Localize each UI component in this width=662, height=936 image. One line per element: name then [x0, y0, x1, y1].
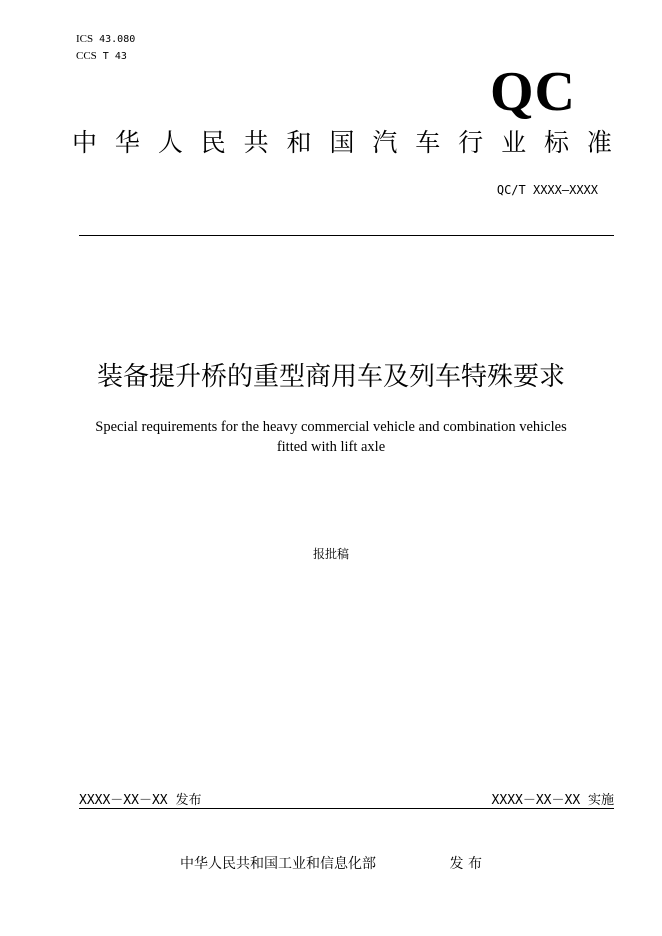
standard-number: QC/T XXXX—XXXX: [496, 183, 598, 197]
document-title-chinese: 装备提升桥的重型商用车及列车特殊要求: [96, 362, 565, 392]
draft-status: 报批稿: [312, 547, 349, 561]
issue-date: XXXX－XX－XX 发布: [79, 793, 202, 808]
org-title-char: 业: [501, 128, 527, 157]
industry-standard-title: [72, 128, 612, 158]
publisher-name: 中华人民共和国工业和信息化部: [180, 856, 376, 872]
org-title-char: 行: [458, 128, 484, 157]
ics-code: 43.080: [99, 34, 136, 45]
document-title-english: [60, 417, 602, 457]
org-title-char: 汽: [372, 128, 398, 157]
implementation-date: XXXX－XX－XX 实施: [491, 793, 614, 808]
org-title-char: 和: [286, 128, 312, 157]
publish-word: 发 布: [449, 856, 482, 872]
org-title-char: 中: [72, 128, 98, 157]
org-title-char: 国: [329, 128, 355, 157]
ics-line: [76, 31, 135, 48]
org-title-char: 车: [415, 128, 441, 157]
title-en-line: Special requirements for the heavy commercial vehicle and combination vehicles: [95, 419, 567, 435]
title-en-line: fitted with lift axle: [276, 439, 386, 455]
ccs-line: [76, 48, 135, 65]
org-title-char: 人: [157, 128, 183, 157]
ics-label: ICS: [76, 33, 94, 45]
org-title-char: 准: [586, 128, 612, 157]
classification-codes: [76, 31, 135, 65]
org-title-char: 共: [243, 128, 269, 157]
org-title-char: 华: [114, 128, 140, 157]
bottom-divider: [79, 808, 614, 809]
ccs-label: CCS: [76, 50, 97, 62]
ccs-code: T 43: [102, 51, 127, 62]
qc-logo: QC: [490, 61, 576, 123]
publisher-line: [180, 853, 482, 873]
org-title-char: 民: [200, 128, 226, 157]
org-title-char: 标: [543, 128, 569, 157]
top-divider: [79, 235, 614, 236]
